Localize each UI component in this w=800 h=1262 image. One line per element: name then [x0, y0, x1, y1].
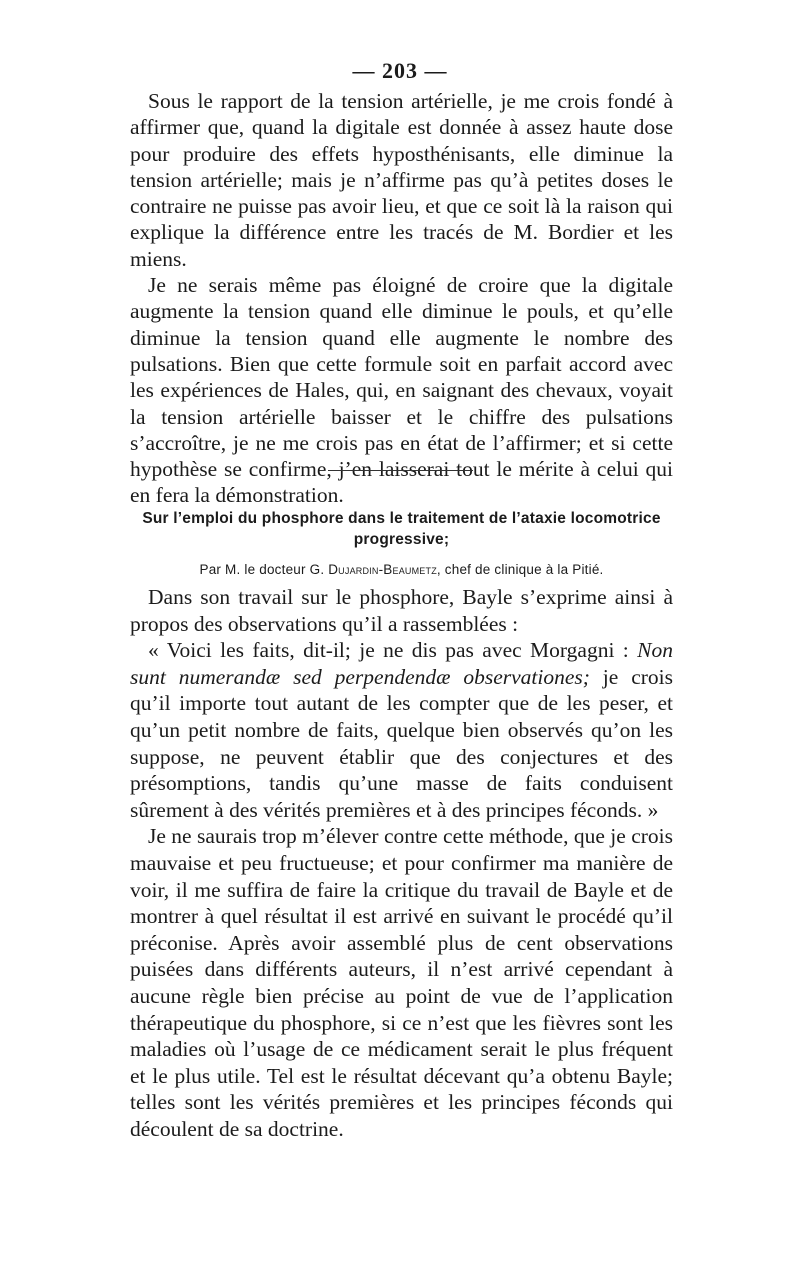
- article-byline: [130, 562, 673, 577]
- page-number: — 203 —: [352, 58, 448, 83]
- quote-text: « Voici les faits, dit-il; je ne dis pas avec Morgagni :: [148, 638, 638, 663]
- article-body: [130, 584, 673, 1142]
- article-title: Sur l’emploi du phosphore dans le traitement de l’ataxie locomotrice progressive;: [142, 510, 661, 548]
- previous-article-conclusion: [130, 88, 673, 509]
- byline-suffix: , chef de clinique à la Pitié.: [436, 562, 604, 577]
- paragraph: Dans son travail sur le phosphore, Bayle s’exprime ainsi à propos des observations qu’il a rassemblées :: [130, 585, 673, 636]
- paragraph: Je ne serais même pas éloigné de croire que la digitale augmente la tension quand elle diminue le pouls, et qu’elle diminue la tension quand elle augmente le nombre des pulsations. Bien que cette formule soit en parfait accord avec les expériences de Hales, qui, en saignant des chevaux, voyait la tension artérielle baisser et le chiffre des pulsations s’accroître, je ne me crois pas en état de l’affirmer; et si cette hypothèse se confirme, j’en laisserai tout le mérite à celui qui en fera la démonstration.: [130, 273, 673, 508]
- byline-author: Dujardin-Beaumetz: [328, 562, 437, 577]
- paragraph: Je ne saurais trop m’élever contre cette méthode, que je crois mauvaise et peu fructueuse; et pour confirmer ma manière de voir, il me suffira de faire la critique du travail de Bayle et de montrer à quel résultat il est arrivé en suivant le procédé qu’il préconise. Après avoir assemblé plus de cent observations puisées dans différents auteurs, il n’est arrivé cependant à aucune règle bien précise au point de vue de l’application thérapeutique du phosphore, si ce n’est que les fièvres sont les maladies où l’usage de ce médicament serait le plus fréquent et le plus utile. Tel est le résultat décevant qu’a obtenu Bayle; telles sont les vérités premières et les principes féconds qui découlent de sa doctrine.: [130, 824, 673, 1141]
- quotation-paragraph: [130, 637, 673, 823]
- latin-quote: Non sunt numerandæ sed perpendendæ observationes;: [130, 638, 673, 689]
- quote-text: je crois qu’il importe tout autant de les compter que de les peser, et qu’un petit nombre de faits, quelque bien observés qu’on les suppose, ne peuvent établir que des conjectures et des présomptions, tandis qu’une masse de faits conduisent sûrement à des vérités premières et à des principes féconds. »: [130, 664, 673, 822]
- section-divider: [328, 470, 473, 471]
- byline-prefix: Par M. le docteur G.: [199, 562, 329, 577]
- paragraph: Sous le rapport de la tension artérielle, je me crois fondé à affirmer que, quand la digitale est donnée à assez haute dose pour produire des effets hyposthénisants, elle diminue la tension artérielle; mais je n’affirme pas qu’à petites doses le contraire ne puisse pas avoir lieu, et que ce soit là la raison qui explique la différence entre les tracés de M. Bordier et les miens.: [130, 89, 673, 271]
